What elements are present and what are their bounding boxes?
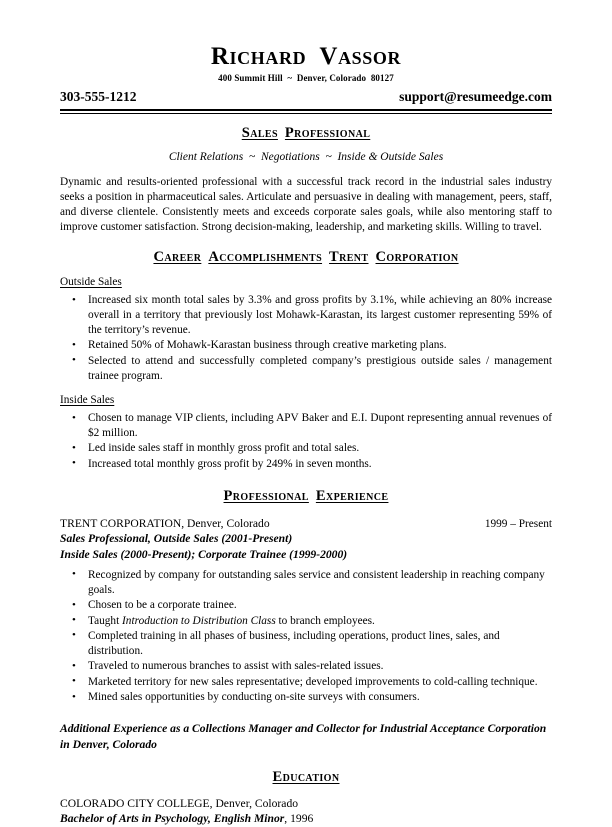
section-title-professional-experience (60, 488, 552, 505)
heading-word: Experience (315, 488, 389, 505)
list-item: • Increased total monthly gross profit by 249% in seven months. (60, 457, 552, 472)
contact-row (60, 89, 552, 108)
section-title-career-accomplishments (60, 249, 552, 266)
resume-content (60, 44, 552, 827)
list-item: • Chosen to manage VIP clients, including APV Baker and E.I. Dupont representing annual revenues of $2 million. (60, 411, 552, 441)
section-title-education (60, 769, 552, 786)
candidate-address: 400 Summit Hill ~ Denver, Colorado 80127 (218, 73, 394, 84)
list-item-taught: • Taught Introduction to Distribution Class to branch employees. (60, 614, 552, 629)
section-title-sales-professional (60, 125, 552, 142)
subsection-inside-sales: Inside Sales (60, 394, 115, 407)
job-title-secondary: Inside Sales (2000-Present); Corporate Trainee (1999-2000) (60, 547, 348, 561)
employer-name: TRENT CORPORATION, Denver, Colorado (60, 516, 270, 530)
school-name: COLORADO CITY COLLEGE, Denver, Colorado (60, 797, 299, 811)
list-item: • Increased six month total sales by 3.3% and gross profits by 3.1%, while achieving an 80% increase overall in a territory that previously lost Mohawk-Karastan, its largest customer representing 59% of the territory’s revenue. (60, 293, 552, 338)
list-item: • Chosen to be a corporate trainee. (60, 598, 552, 613)
degree-line (60, 811, 552, 826)
heading-word: Career (153, 248, 202, 265)
list-item: • Retained 50% of Mohawk-Karastan business through creative marketing plans. (60, 338, 552, 353)
additional-experience: Additional Experience as a Collections Manager and Collector for Industrial Acceptance Corporation in Denver, Colorado (60, 722, 547, 752)
heading-word: Trent (329, 248, 369, 265)
list-item: • Mined sales opportunities by conducting on-site surveys with consumers. (60, 690, 552, 705)
heading-word: Accomplishments (208, 248, 323, 265)
heading-word: Professional (223, 488, 309, 505)
email-address: support@resumeedge.com (399, 89, 552, 105)
heading-word: Sales (241, 125, 278, 142)
candidate-name: Richard Vassor (210, 43, 402, 70)
profile-summary: Dynamic and results-oriented professional with a successful track record in the industrial sales industry seeks a position in pharmaceutical sales. Articulate and persuasive in dealing with management, peers, staff, and diverse clientele. Consistently meets and exceeds corporate sales goals, while also mentoring staff to improve customer satisfaction. Strong decision-making, leadership, and marketing skills. Willing to travel. (60, 175, 552, 233)
list-item: • Recognized by company for outstanding sales service and consistent leadership in reaching company goals. (60, 568, 552, 598)
heading-word: Education (272, 768, 340, 785)
heading-word: Corporation (375, 248, 459, 265)
subsection-outside-sales: Outside Sales (60, 276, 122, 289)
school-location: , Denver, Colorado (209, 797, 299, 811)
list-item: • Marketed territory for new sales representative; developed improvements to cold-calling technique. (60, 675, 552, 690)
list-item: • Selected to attend and successfully completed company’s prestigious outside sales / management trainee program. (60, 354, 552, 384)
tagline: Client Relations ~ Negotiations ~ Inside & Outside Sales (168, 150, 444, 163)
employment-dates: 1999 – Present (484, 517, 552, 530)
list-item: • Led inside sales staff in monthly gross profit and total sales. (60, 441, 552, 456)
heading-word: Professional (284, 125, 371, 142)
list-item: • Traveled to numerous branches to assist with sales-related issues. (60, 659, 552, 674)
list-item: • Completed training in all phases of business, including operations, product lines, sales, and distribution. (60, 629, 552, 659)
phone-number: 303-555-1212 (60, 89, 137, 105)
experience-entry-header (60, 516, 552, 532)
degree-year: , 1996 (284, 812, 314, 826)
inside-sales-bullet-list (60, 411, 552, 472)
employer-location: , Denver, Colorado (181, 516, 270, 530)
degree-name: Bachelor of Arts in Psychology, English Minor (60, 812, 285, 826)
course-name: Introduction to Distribution Class (122, 614, 276, 627)
outside-sales-bullet-list (60, 293, 552, 383)
job-title-primary: Sales Professional, Outside Sales (2001-Present) (60, 532, 293, 546)
experience-bullet-list (60, 568, 552, 705)
